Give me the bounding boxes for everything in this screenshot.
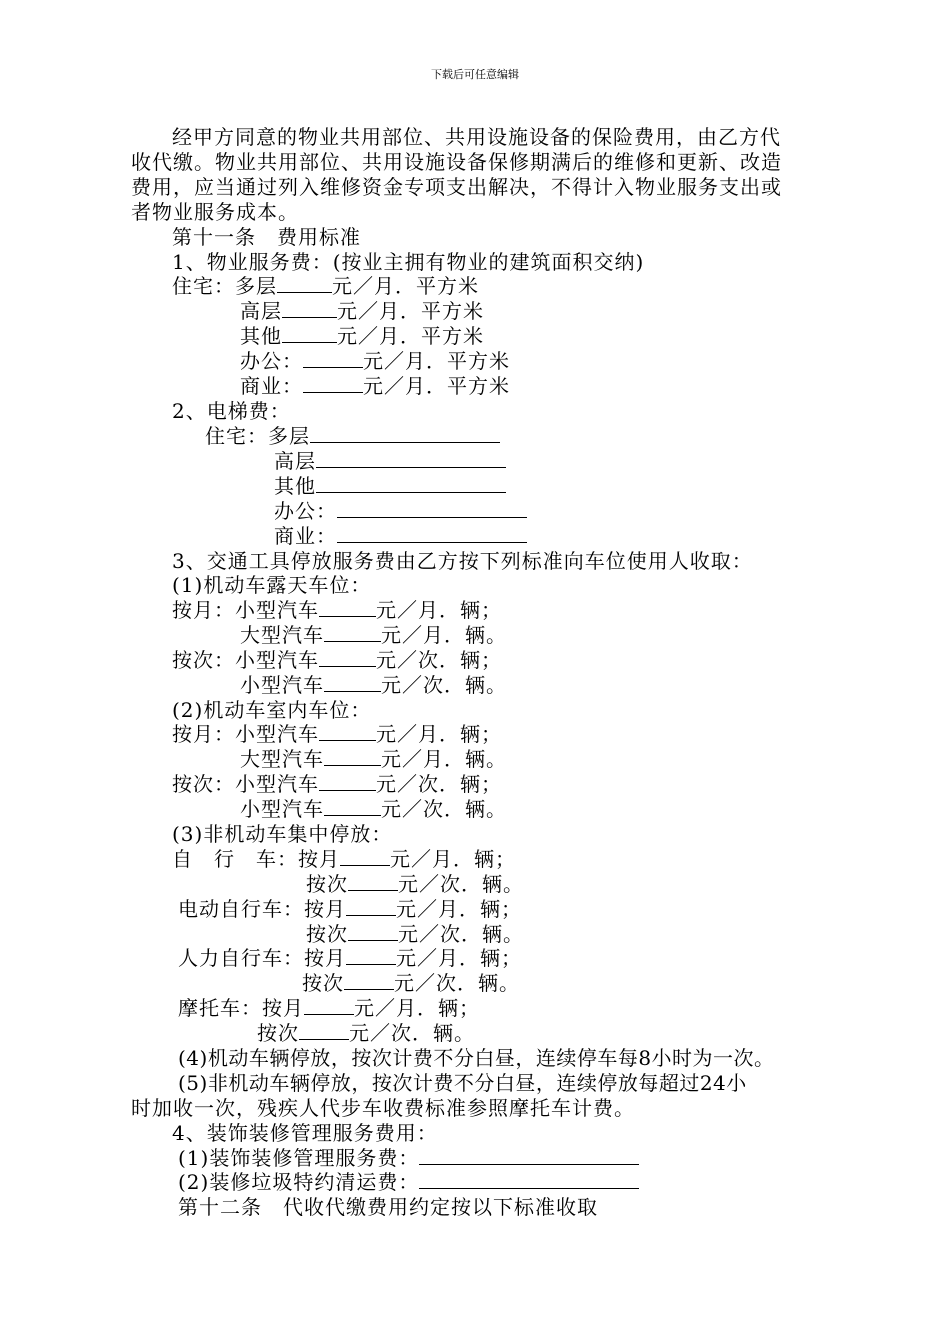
blank-field [348, 922, 398, 941]
section-heading: 2、电梯费： [172, 399, 291, 423]
blank-field [344, 971, 394, 990]
fee-row: 高层 [274, 449, 506, 473]
blank-field [303, 349, 363, 368]
blank-field [303, 374, 363, 393]
fee-row: 商业： 元／月．平方米 [240, 374, 510, 398]
fee-row: 住宅：多层 元／月．平方米 [172, 274, 479, 298]
blank-field [282, 324, 337, 343]
fee-row: 办公： [274, 499, 527, 523]
section-heading: 3、交通工具停放服务费由乙方按下列标准向车位使用人收取： [172, 549, 753, 573]
blank-field [324, 623, 381, 642]
fee-row: 按次 元／次．辆。 [306, 872, 524, 896]
article-heading: 第十二条 代收代缴费用约定按以下标准收取 [178, 1195, 598, 1219]
fee-row: 大型汽车 元／月．辆。 [240, 623, 507, 647]
paragraph-line: 者物业服务成本。 [131, 200, 299, 224]
fee-row: 摩托车：按月 元／月．辆； [178, 996, 480, 1020]
blank-field [324, 673, 381, 692]
paragraph-line: (5)非机动车辆停放，按次计费不分白昼，连续停放每超过24小 [178, 1071, 747, 1095]
paragraph-line: 时加收一次，残疾人代步车收费标准参照摩托车计费。 [131, 1096, 635, 1120]
article-heading: 第十一条 费用标准 [172, 225, 361, 249]
fee-row: 小型汽车 元／次．辆。 [240, 797, 507, 821]
fee-row: 按月：小型汽车 元／月．辆； [172, 722, 502, 746]
fee-row: 住宅：多层 [205, 424, 500, 448]
fee-row: 其他 [274, 474, 506, 498]
blank-field [319, 722, 376, 741]
fee-row: 人力自行车：按月 元／月．辆； [178, 946, 522, 970]
fee-row: 电动自行车：按月 元／月．辆； [178, 897, 522, 921]
paragraph-line: 经甲方同意的物业共用部位、共用设施设备的保险费用，由乙方代 [172, 125, 781, 149]
section-heading: 1、物业服务费：(按业主拥有物业的建筑面积交纳) [172, 250, 645, 274]
paragraph-line: 费用，应当通过列入维修资金专项支出解决，不得计入物业服务支出或 [131, 175, 782, 199]
section-heading: 4、装饰装修管理服务费用： [172, 1121, 438, 1145]
blank-field [337, 524, 527, 543]
fee-row: (1)装饰装修管理服务费： [178, 1146, 639, 1170]
fee-row: (2)装修垃圾特约清运费： [178, 1170, 639, 1194]
page-header: 下载后可任意编辑 [431, 68, 519, 81]
blank-field [346, 897, 396, 916]
blank-field [282, 299, 337, 318]
blank-field [316, 474, 506, 493]
fee-row: 大型汽车 元／月．辆。 [240, 747, 507, 771]
fee-row: 办公： 元／月．平方米 [240, 349, 510, 373]
blank-field [419, 1146, 639, 1165]
sub-heading: (2)机动车室内车位： [172, 698, 372, 722]
fee-row: 小型汽车 元／次．辆。 [240, 673, 507, 697]
blank-field [346, 946, 396, 965]
blank-field [348, 872, 398, 891]
fee-row: 按次：小型汽车 元／次．辆； [172, 772, 502, 796]
fee-row: 高层 元／月．平方米 [240, 299, 484, 323]
sub-heading: (1)机动车露天车位： [172, 573, 372, 597]
paragraph-line: 收代缴。物业共用部位、共用设施设备保修期满后的维修和更新、改造 [131, 150, 782, 174]
blank-field [324, 797, 381, 816]
fee-row: 按次 元／次．辆。 [302, 971, 520, 995]
fee-row: 其他 元／月．平方米 [240, 324, 484, 348]
blank-field [319, 598, 376, 617]
fee-row: 按月：小型汽车 元／月．辆； [172, 598, 502, 622]
sub-heading: (3)非机动车集中停放： [172, 822, 393, 846]
fee-row: 按次 元／次．辆。 [306, 922, 524, 946]
fee-row: 商业： [274, 524, 527, 548]
blank-field [316, 449, 506, 468]
paragraph-line: (4)机动车辆停放，按次计费不分白昼，连续停车每8小时为一次。 [178, 1046, 775, 1070]
blank-field [304, 996, 354, 1015]
blank-field [419, 1170, 639, 1189]
fee-row: 按次：小型汽车 元／次．辆； [172, 648, 502, 672]
blank-field [319, 772, 376, 791]
blank-field [277, 274, 332, 293]
fee-row: 按次 元／次．辆。 [257, 1021, 475, 1045]
blank-field [324, 747, 381, 766]
fee-row: 自 行 车：按月 元／月．辆； [172, 847, 516, 871]
blank-field [319, 648, 376, 667]
blank-field [310, 424, 500, 443]
blank-field [299, 1021, 349, 1040]
blank-field [337, 499, 527, 518]
blank-field [340, 847, 390, 866]
